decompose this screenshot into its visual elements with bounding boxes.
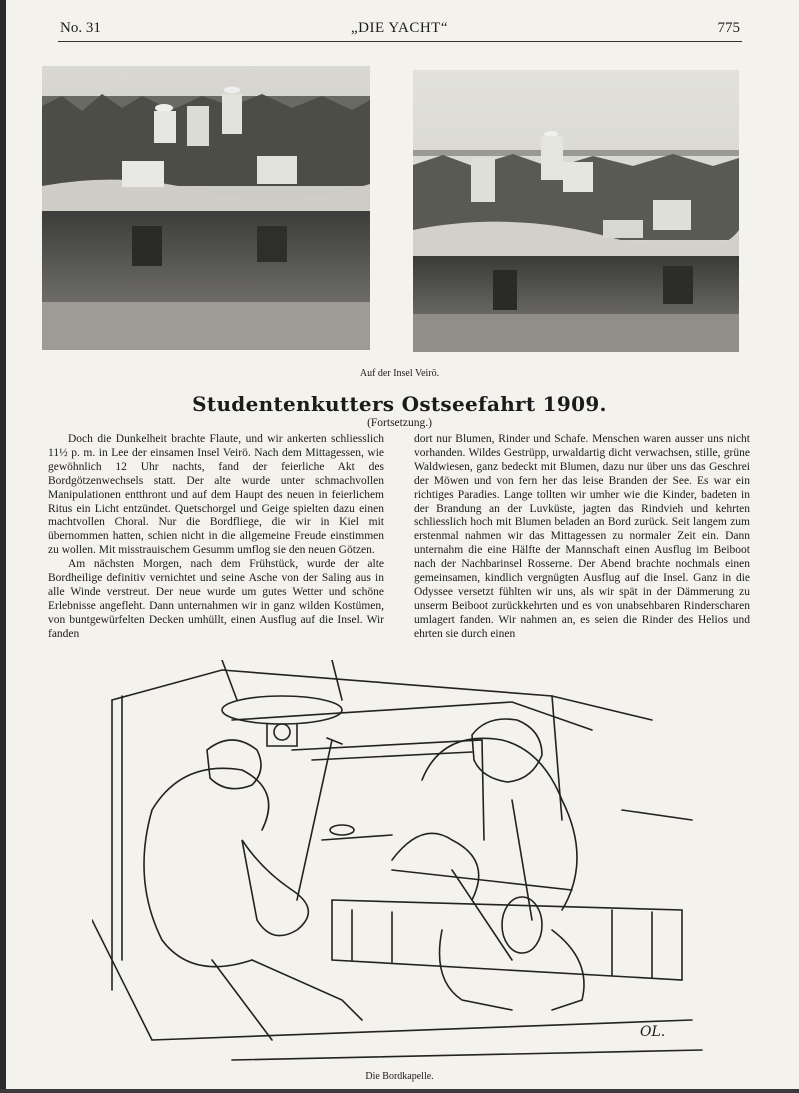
paragraph: Am nächsten Morgen, nach dem Frühstück, wurde der alte Bordheilige definitiv vernichtet und seine Asche von der Saling aus in alle Winde verstreut. Der neue wurde um gutes Wetter und schöne Erlebnisse angefleht. Dann unternahmen wir in ganz wilden Kostümen, von buntgewürfelten Decken umhüllt, einen Ausflug auf die Insel. Wir fanden: [48, 558, 384, 640]
text-column-right: [414, 433, 750, 642]
article-subtitle: (Fortsetzung.): [367, 417, 432, 429]
photo-island-left: [42, 66, 370, 350]
illustration-bordkapelle: [92, 660, 704, 1062]
photo-island-right: [413, 70, 739, 352]
paragraph: dort nur Blumen, Rinder und Schafe. Menschen waren ausser uns nicht vorhanden. Wildes Gestrüpp, urwaldartig dicht verwachsen, stille, grüne Waldwiesen, ganz bedeckt mit Blumen, dazu nur über uns das Geschrei der Möwen und von fern her das leise Branden der See. Es war ein richtiges Paradies. Lange tollten wir umher wie die Kinder, badeten in der Brandung an der Luvküste, jagten das Rindvieh und kehrten schliesslich hoch mit Blumen beladen an Bord zurück. Seit langem zum erstenmal nahmen wir das Mittagessen zu normaler Zeit ein. Dann unternahm die eine Hälfte der Mannschaft einen Ausflug im Beiboot nach der Nachbarinsel Rosserne. Der Abend brachte nochmals einen gemeinsamen, kindlich vergnügten Ausflug auf die Insel. Ganz in die Odyssee versetzt fühlten wir uns, als wir spät in der Dämmerung zu unserm Beiboot zurückkehrten und es von unabsehbaren Rinderscharen umlagert fanden. Wir nahmen an, es seien die Rinder des Helios und ehrten sie durch einen: [414, 433, 750, 640]
scan-edge-bottom: [0, 1089, 799, 1093]
text-column-left: [48, 433, 384, 642]
paragraph: Doch die Dunkelheit brachte Flaute, und wir ankerten schliesslich 11½ p. m. in Lee der einsamen Insel Veirö. Nach dem Mittagessen, wie gewöhnlich 12 Uhr nachts, fand der feierliche Akt des Bordgötzenwechsels statt. Der alte wurde unter schmachvollen Manipulationen entthront und auf dem Haupt des neuen in feierlichem Ritus ein Licht entzündet. Quetschorgel und Geige spielten dazu einen machtvollen Choral. Nur die Bordfliege, die wir in Kiel mit übernommen hatten, schien nicht in die allgemeine Freude einstimmen zu wollen. Mit misstrauischem Gesumm umflog sie den neuen Götzen.: [48, 433, 384, 557]
header-rule: [58, 41, 742, 42]
journal-title: „DIE YACHT“: [350, 20, 448, 36]
artist-signature: OL.: [640, 1024, 666, 1040]
issue-number: No. 31: [60, 20, 101, 36]
article-title: Studentenkutters Ostseefahrt 1909.: [192, 392, 607, 416]
illustration-caption: Die Bordkapelle.: [365, 1071, 434, 1082]
scan-edge-left: [0, 0, 6, 1093]
page-number: 775: [717, 20, 740, 36]
photo-caption: Auf der Insel Veirö.: [359, 368, 440, 379]
